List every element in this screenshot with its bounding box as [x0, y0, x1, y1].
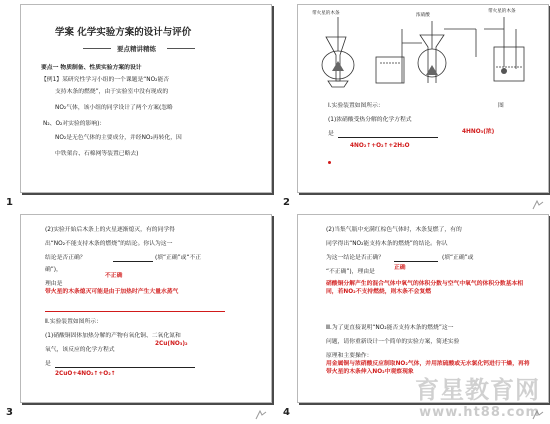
slide-1-line-6: NO₂是无色气体的主要成分，并经NO₂再转化，因	[55, 135, 182, 141]
slide-3-line-8: (1)硝酸铜固体加热分解的产物有氧化铜、二氧化氮和	[45, 333, 181, 339]
slide-2-animation-icon[interactable]	[531, 195, 545, 206]
red-bullet	[328, 161, 331, 164]
slide-2-line-2: (1)浓硝酸受热分解的化学方程式	[328, 117, 412, 123]
slide-1-line-4: NO₂气体，该小组的同学设计了两个方案(忽略	[55, 105, 173, 111]
subtitle-rule-left	[83, 48, 111, 49]
answer-blank-3	[55, 361, 195, 368]
slide-4-answer-correct: 正确	[394, 265, 406, 271]
slide-4-line-4: (填“正确”或	[442, 255, 474, 261]
slide-4-line-7: 问题，请你重新设计一个简单的实验方案，简述实验	[326, 339, 460, 345]
slide-3-animation-icon[interactable]	[254, 405, 268, 416]
slide-3-line-6: 理由是	[45, 281, 63, 287]
slide-3-line-3: 结论是否正确？	[45, 255, 86, 261]
slide-4-line-5: “不正确”)，理由是	[326, 269, 375, 275]
slide-3-number: 3	[6, 407, 13, 418]
diagram-label-1: 带火星的木条	[312, 11, 340, 16]
slide-4-number: 4	[283, 407, 290, 418]
apparatus-diagram	[298, 7, 548, 89]
slide-3-line-10: 是	[45, 361, 51, 367]
slide-3-answer-eq1: 2Cu(NO₃)₂	[155, 341, 188, 347]
slide-thumbnail-1[interactable]	[6, 4, 276, 211]
slide-4-scheme: 用金属铜与浓硝酸反应制取NO₂气体，并用浓硫酸或无水氯化钙进行干燥，再将带火星的木条伸入NO₂中观察现象	[326, 361, 530, 375]
slide-4-canvas[interactable]	[297, 214, 549, 403]
diagram-label-3: 带火星的木条	[488, 9, 516, 14]
slide-1-canvas[interactable]	[20, 4, 272, 193]
slide-1-line-5: N₂、O₂对实验的影响)：	[43, 121, 106, 127]
slide-2-number: 2	[283, 197, 290, 208]
slide-1-line-1: 要点一 物质制备、性质实验方案的设计	[41, 65, 142, 71]
slide-1-line-2: 【例1】某研究性学习小组的一个课题是“NO₂能否	[41, 77, 170, 83]
answer-blank-2	[113, 255, 153, 262]
slide-4-line-1: (2)当集气瓶中充满红棕色气体时，木条复燃了，有的	[326, 227, 462, 233]
slide-3-line-4: (填“正确”或“不正	[155, 255, 202, 261]
slide-4-line-2: 同学得出“NO₂能支持木条的燃烧”的结论。你认	[326, 241, 448, 247]
slide-1-line-7: 中铁架台、石棉网等装置已略去)	[55, 151, 139, 157]
slide-thumbnail-3[interactable]	[6, 214, 276, 421]
slide-2-canvas[interactable]	[297, 4, 549, 193]
reason-underline	[45, 311, 225, 312]
slide-3-answer-incorrect: 不正确	[105, 273, 123, 279]
slide-4-line-3: 为这一结论是否正确？	[326, 255, 384, 261]
subtitle-rule-right	[167, 48, 195, 49]
slide-4-animation-icon[interactable]	[531, 405, 545, 416]
slide-3-line-1: (2)实验开始后木条上的火星逐渐熄灭，有的同学得	[45, 227, 175, 233]
slide-2-answer-2: 4NO₂↑+O₂↑+2H₂O	[350, 143, 410, 149]
slide-1-number: 1	[6, 197, 13, 208]
slide-1-subtitle: 要点精讲精练	[117, 45, 156, 53]
slide-3-canvas[interactable]	[20, 214, 272, 403]
slide-1-line-3: 支持木条的燃烧”，由于实验室中没有现成的	[55, 89, 169, 95]
slide-2-answer-1: 4HNO₃(浓)	[462, 129, 495, 135]
slide-3-line-7: Ⅱ.实验装置如图所示：	[45, 319, 102, 325]
slide-3-answer-eq2: 2CuO+4NO₂↑+O₂↑	[55, 371, 116, 377]
watermark-url-text: www.ht88.com	[419, 405, 540, 420]
answer-blank-4	[394, 255, 438, 262]
slide-4-line-6: Ⅲ.为了更直接说明“NO₂能否支持木条的燃烧”这一	[326, 325, 454, 331]
slide-3-line-5: 确”)，	[45, 267, 62, 273]
answer-blank-1	[338, 131, 438, 138]
watermark-main-text: 育星教育网	[415, 376, 540, 404]
slide-thumbnail-4[interactable]	[283, 214, 550, 421]
slide-4-reason: 硝酸铜分解产生的混合气体中氧气的体积分数与空气中氧气的体积分数基本相同，若NO₂不支持燃烧，则木条不会复燃	[326, 281, 524, 295]
slide-2-line-1: Ⅰ.实验装置如图所示：	[328, 103, 384, 109]
slide-thumbnail-2[interactable]	[283, 4, 550, 211]
slide-3-line-2: 出“NO₂不能支持木条的燃烧”的结论。你认为这一	[45, 241, 173, 247]
slide-2-line-3: 是	[328, 131, 334, 137]
slide-3-line-9: 氧气，该反应的化学方程式	[45, 347, 115, 353]
slide-3-reason: 带火星的木条熄灭可能是由于加热时产生大量水蒸气	[45, 289, 179, 295]
slide-1-title: 学案 化学实验方案的设计与评价	[55, 27, 192, 38]
slide-2-line-tail: 图	[498, 103, 504, 109]
slide-4-line-8: 原理和主要操作：	[326, 353, 373, 359]
diagram-label-2: 浓硝酸	[416, 13, 430, 18]
